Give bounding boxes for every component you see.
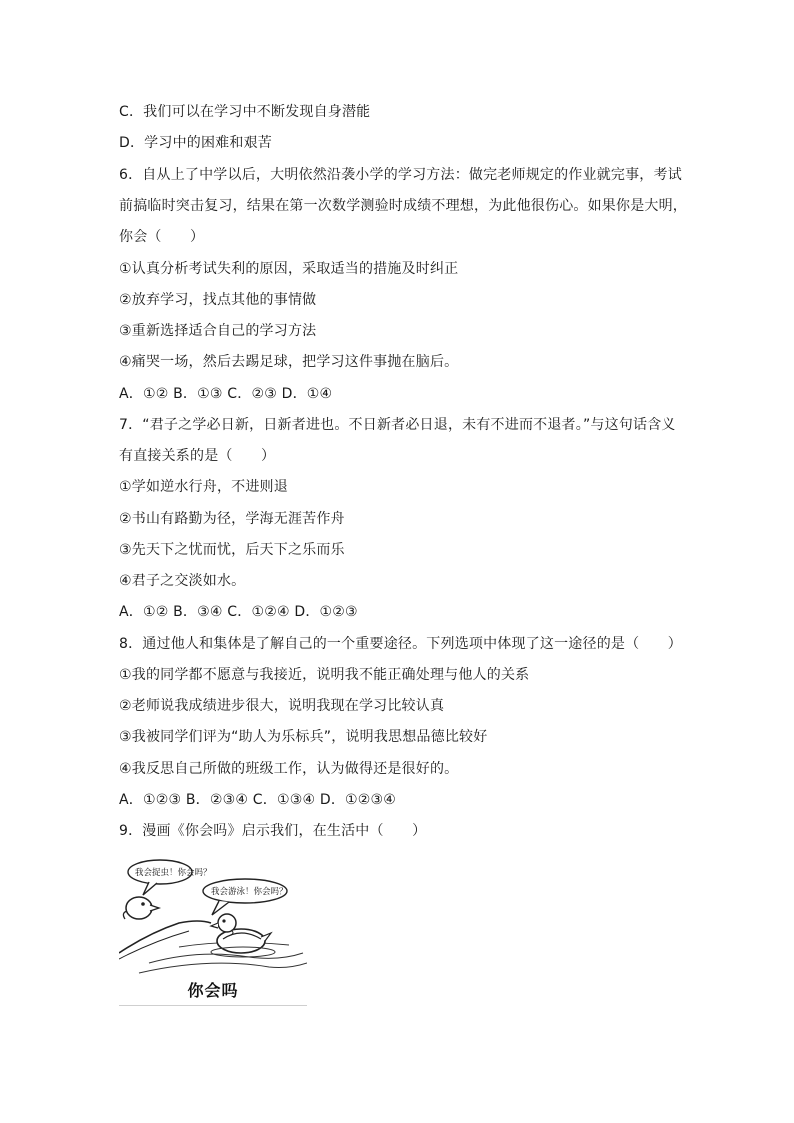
question-7-line-1: 7．“君子之学必日新，日新者进也。不日新者必日退，未有不进而不退者。”与这句话含义 <box>119 417 676 433</box>
q6-item-3: ③重新选择适合自己的学习方法 <box>119 323 317 339</box>
question-6-line-1: 6．自从上了中学以后，大明依然沿袭小学的学习方法：做完老师规定的作业就完事，考试 <box>119 167 682 183</box>
q8-answer-options: A．①②③ B．②③④ C．①③④ D．①②③④ <box>119 792 397 808</box>
option-d: D．学习中的困难和艰苦 <box>119 135 272 151</box>
q7-item-1: ①学如逆水行舟，不进则退 <box>119 479 288 495</box>
question-7-line-2: 有直接关系的是（ ） <box>119 448 276 464</box>
cartoon-bubble-right-text: 我会游泳！你会吗？ <box>211 887 288 897</box>
cartoon-caption: 你会吗 <box>187 981 239 1000</box>
cartoon-image <box>119 853 307 1006</box>
question-8: 8．通过他人和集体是了解自己的一个重要途径。下列选项中体现了这一途径的是（ ） <box>119 636 682 652</box>
q6-item-2: ②放弃学习，找点其他的事情做 <box>119 292 317 308</box>
question-6-line-2: 前搞临时突击复习，结果在第一次数学测验时成绩不理想，为此他很伤心。如果你是大明， <box>119 198 687 214</box>
question-6-line-3: 你会（ ） <box>119 229 205 245</box>
q7-answer-options: A．①② B．③④ C．①②④ D．①②③ <box>119 604 358 620</box>
q6-item-4: ④痛哭一场，然后去踢足球，把学习这件事抛在脑后。 <box>119 354 459 370</box>
question-9: 9．漫画《你会吗》启示我们，在生活中（ ） <box>119 823 427 839</box>
q7-item-4: ④君子之交淡如水。 <box>119 573 246 589</box>
q7-item-3: ③先天下之忧而忧，后天下之乐而乐 <box>119 542 345 558</box>
q6-item-1: ①认真分析考试失利的原因，采取适当的措施及时纠正 <box>119 261 459 277</box>
option-c: C．我们可以在学习中不断发现自身潜能 <box>119 104 371 120</box>
q8-item-1: ①我的同学都不愿意与我接近，说明我不能正确处理与他人的关系 <box>119 667 530 683</box>
q8-item-3: ③我被同学们评为“助人为乐标兵”，说明我思想品德比较好 <box>119 729 488 745</box>
q8-item-4: ④我反思自己所做的班级工作，认为做得还是很好的。 <box>119 761 459 777</box>
q7-item-2: ②书山有路勤为径，学海无涯苦作舟 <box>119 511 345 527</box>
q8-item-2: ②老师说我成绩进步很大，说明我现在学习比较认真 <box>119 698 445 714</box>
cartoon-bubble-left-text: 我会捉虫！你会吗？ <box>135 868 212 878</box>
q6-answer-options: A．①② B．①③ C．②③ D．①④ <box>119 386 333 402</box>
